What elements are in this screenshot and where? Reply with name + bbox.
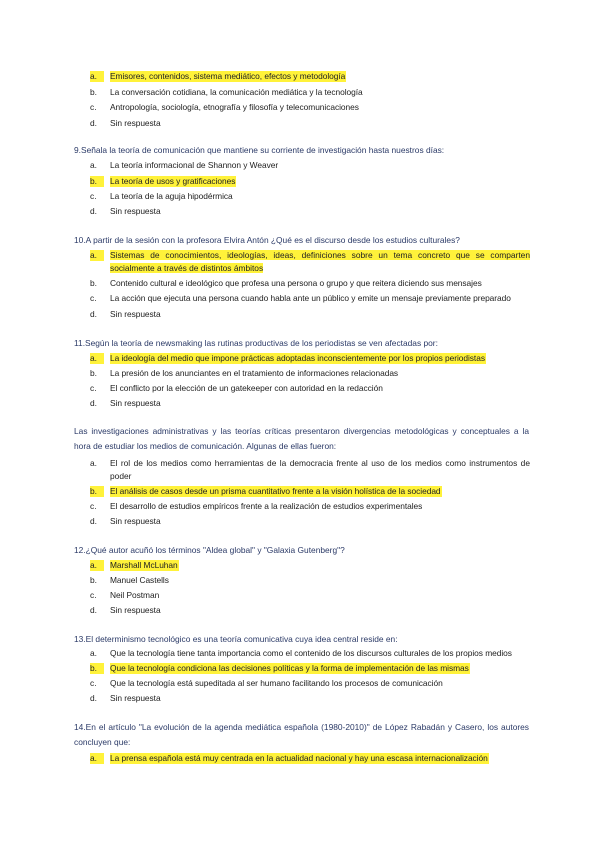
option-letter: b. [90,176,104,187]
option-text: La teoría de la aguja hipodérmica [110,191,233,201]
option-letter: c. [90,590,97,600]
option-letter: c. [90,102,97,112]
option-letter: b. [90,278,97,288]
option-text: La presión de los anunciantes en el tratamiento de informaciones relacionadas [110,368,399,378]
option-letter: d. [90,398,97,408]
option-letter: a. [90,648,97,658]
option-letter: a. [90,71,104,82]
option-letter: a. [90,160,97,170]
question-text: 12.¿Qué autor acuñó los términos "Aldea global" y "Galaxia Gutenberg"? [74,545,345,555]
option-letter: c. [90,501,97,511]
option-text: La teoría informacional de Shannon y Weaver [110,160,279,170]
option-letter: d. [90,309,97,319]
option-letter: d. [90,605,97,615]
option-letter: b. [90,368,97,378]
option-letter: a. [90,250,104,261]
option-text: Sistemas de conocimientos, ideologías, ideas, definiciones sobre un tema concreto que se comparten socialmente a través de distintos ámbitos [110,250,530,273]
option-letter: d. [90,118,97,128]
option-text: El rol de los medios como herramientas de la democracia frente al uso de los medios como instrumentos de poder [110,458,530,481]
option-letter: b. [90,486,104,497]
option-letter: c. [90,678,97,688]
option-letter: c. [90,383,97,393]
option-text: Contenido cultural e ideológico que profesa una persona o grupo y que reitera diciendo sus mensajes [110,278,482,288]
option-text: Que la tecnología condiciona las decisiones políticas y la forma de implementación de las mismas [110,663,469,673]
option-text: Manuel Castells [110,575,169,585]
option-letter: a. [90,753,104,764]
option-text: Sin respuesta [110,206,161,216]
option-text: Emisores, contenidos, sistema mediático, efectos y metodología [110,71,346,81]
option-text: El desarrollo de estudios empíricos frente a la realización de estudios experimentales [110,501,423,511]
option-text: Sin respuesta [110,309,161,319]
question-text: 13.El determinismo tecnológico es una teoría comunicativa cuya idea central reside en: [74,634,398,644]
question-text: 14.En el artículo "La evolución de la agenda mediática española (1980-2010)" de López Rabadán y Casero, los autores concluyen que: [74,722,529,747]
question-text: 10.A partir de la sesión con la profesora Elvira Antón ¿Qué es el discurso desde los estudios culturales? [74,235,460,245]
question-text: Las investigaciones administrativas y las teorías críticas presentaron divergencias metodológicas y conceptuales a la hora de estudiar los medios de comunicación. Algunas de ellas fueron: [74,426,529,451]
option-text: La acción que ejecuta una persona cuando habla ante un público y emite un mensaje previamente preparado [110,293,511,303]
option-text: El análisis de casos desde un prisma cuantitativo frente a la visión holística de la sociedad [110,486,441,496]
option-text: Sin respuesta [110,398,161,408]
option-text: La prensa española está muy centrada en la actualidad nacional y hay una escasa internacionalización [110,753,488,763]
option-letter: a. [90,353,104,364]
option-letter: b. [90,87,97,97]
option-text: Que la tecnología tiene tanta importancia como el contenido de los discursos culturales de los propios medios [110,648,512,658]
option-text: El conflicto por la elección de un gatekeeper con autoridad en la redacción [110,383,383,393]
option-text: Sin respuesta [110,118,161,128]
option-text: Sin respuesta [110,605,161,615]
option-text: Antropología, sociología, etnografía y filosofía y telecomunicaciones [110,102,359,112]
option-text: Sin respuesta [110,516,161,526]
option-text: Que la tecnología está supeditada al ser humano facilitando los procesos de comunicación [110,678,443,688]
option-text: Neil Postman [110,590,160,600]
option-letter: b. [90,663,104,674]
option-text: Marshall McLuhan [110,560,178,570]
option-letter: c. [90,191,97,201]
option-text: La conversación cotidiana, la comunicación mediática y la tecnología [110,87,363,97]
option-letter: d. [90,516,97,526]
option-letter: d. [90,693,97,703]
option-text: La teoría de usos y gratificaciones [110,176,236,186]
question-text: 9.Señala la teoría de comunicación que mantiene su corriente de investigación hasta nuestros días: [74,145,445,155]
question-text: 11.Según la teoría de newsmaking las rutinas productivas de los periodistas se ven afectadas por: [74,338,438,348]
option-letter: b. [90,575,97,585]
option-letter: a. [90,560,104,571]
option-text: La ideología del medio que impone prácticas adoptadas inconscientemente por los propios periodistas [110,353,485,363]
option-letter: c. [90,293,97,303]
option-text: Sin respuesta [110,693,161,703]
option-letter: a. [90,458,97,468]
option-letter: d. [90,206,97,216]
